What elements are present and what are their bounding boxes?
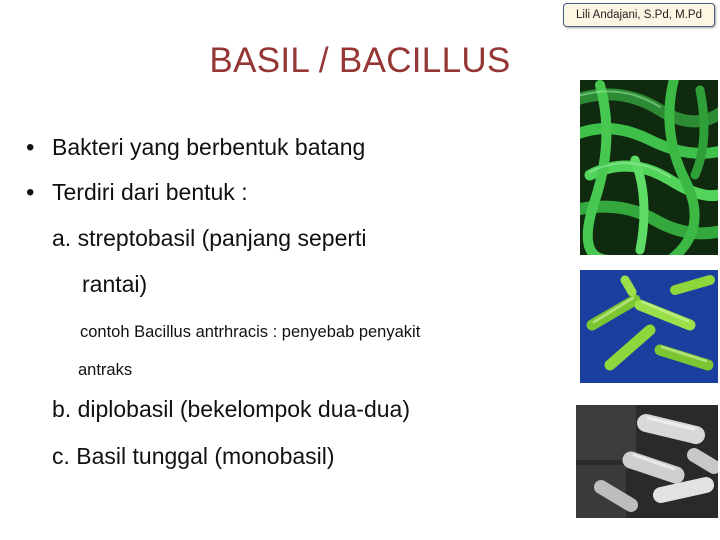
- sub-item-c: c. Basil tunggal (monobasil): [52, 443, 335, 469]
- example-text: contoh Bacillus antrhracis : penyebab penyakit: [80, 323, 421, 341]
- bullet-dot-icon: •: [26, 179, 35, 206]
- bullet-dot-icon: •: [26, 134, 35, 161]
- slide-title: BASIL / BACILLUS: [209, 41, 511, 80]
- sub-item-a: a. streptobasil (panjang seperti: [52, 225, 367, 251]
- example-text-cont: antraks: [78, 361, 133, 379]
- sub-item-b: b. diplobasil (bekelompok dua-dua): [52, 396, 410, 422]
- bullet-text: Bakteri yang berbentuk batang: [52, 134, 366, 160]
- green-streptobacilli-photo: [580, 80, 718, 255]
- grayscale-sem-bacilli-photo: [576, 405, 718, 518]
- green-rods-on-blue-photo: [580, 270, 718, 383]
- author-label: Lili Andajani, S.Pd, M.Pd: [563, 3, 715, 27]
- bullet-text: Terdiri dari bentuk :: [52, 179, 248, 205]
- sub-item-a-cont: rantai): [82, 271, 148, 297]
